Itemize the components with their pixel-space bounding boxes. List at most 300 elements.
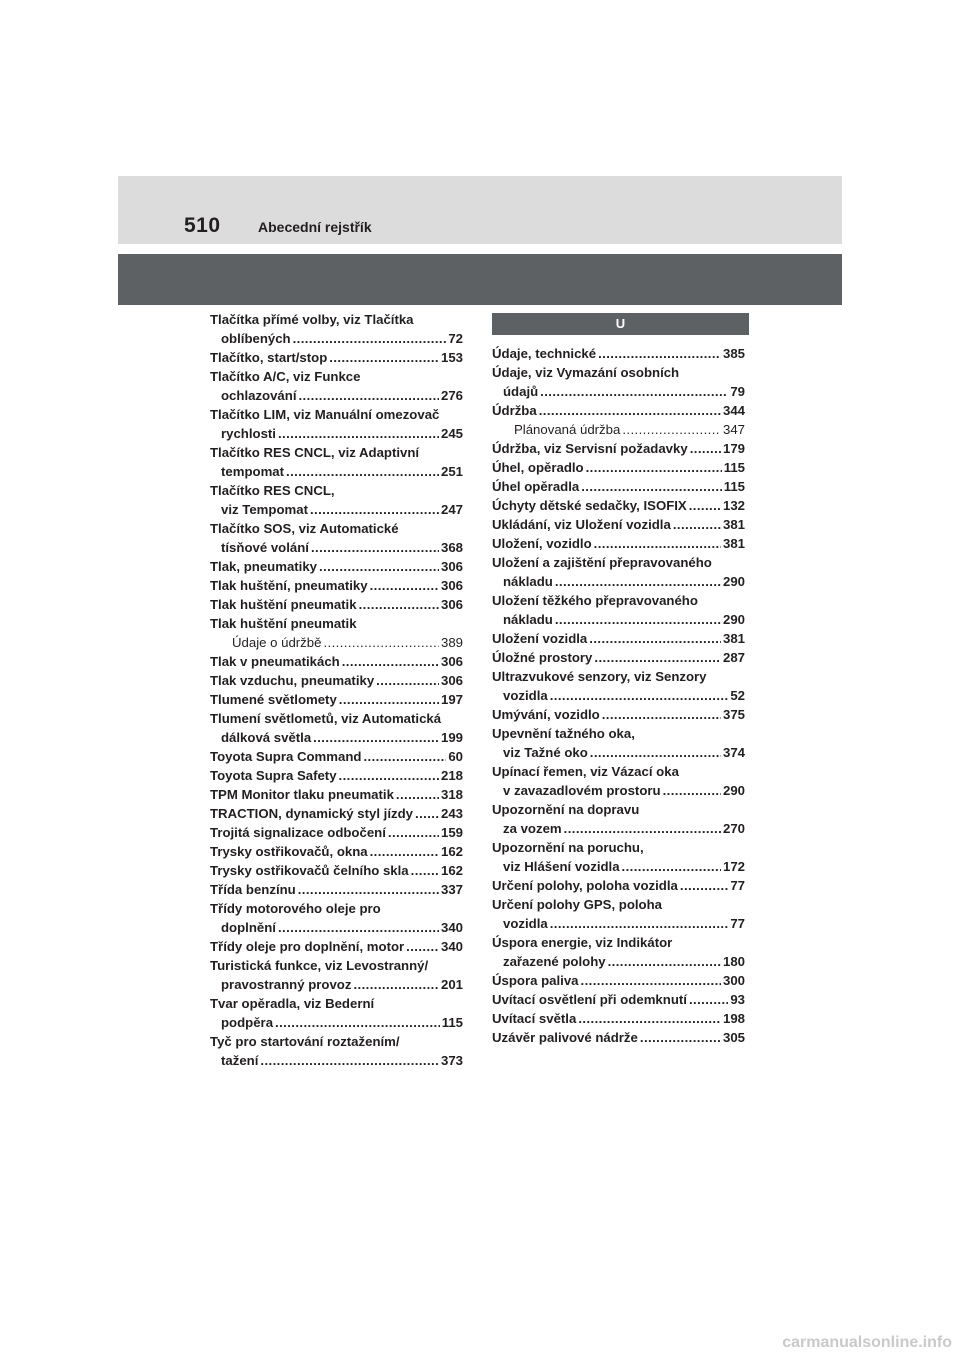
leader-dots [298,386,439,405]
entry-line [210,690,463,709]
page-ref[interactable]: 305 [722,1030,745,1045]
leader-dots [298,880,439,899]
leader-dots [608,952,721,971]
entry-text: dálková světla [221,730,312,745]
entry-line [492,515,745,534]
index-entry[interactable] [492,724,745,762]
header-band [118,176,842,244]
entry-text: Úhel opěradla [492,479,580,494]
leader-dots [411,861,439,880]
page-ref[interactable]: 306 [440,578,463,593]
entry-text: tísňové volání [221,540,309,555]
entry-line [492,534,745,553]
entry-line [210,462,463,481]
page-ref[interactable]: 115 [723,460,745,475]
index-entry[interactable] [492,477,745,496]
entry-text: Uložení, vozidlo [492,536,592,551]
page-ref[interactable]: 290 [722,574,745,589]
entry-line [492,496,745,515]
entry-line [492,363,745,382]
sub-entry-text: Údaje o údržbě [232,635,322,650]
page-ref[interactable]: 72 [448,331,463,346]
index-entry[interactable] [210,804,463,823]
entry-text: Tlumené světlomety [210,692,337,707]
leader-dots [590,743,721,762]
leader-dots [311,538,439,557]
entry-line [210,880,463,899]
entry-line [492,477,745,496]
header-dark-band [118,254,842,305]
entry-line [210,1013,463,1032]
page-ref[interactable]: 52 [730,688,745,703]
page-ref[interactable]: 381 [722,631,745,646]
index-entry[interactable] [492,591,745,629]
index-entry[interactable] [492,344,745,363]
entry-line [492,838,745,857]
page-ref[interactable]: 245 [440,426,463,441]
entry-text: vozidla [503,688,548,703]
page-ref[interactable]: 374 [722,745,745,760]
entry-text: Uložení a zajištění přepravovaného [492,555,712,570]
entry-text: Tlačítko A/C, viz Funkce [210,369,361,384]
entry-line [210,918,463,937]
index-entry[interactable] [492,496,745,515]
entry-text: Tlumení světlometů, viz Automatická [210,711,442,726]
index-entry[interactable] [210,481,463,519]
entry-text: Tlak, pneumatiky [210,559,318,574]
index-column-left [210,310,463,1070]
entry-text: Tlačítko RES CNCL, [210,483,335,498]
entry-text: Toyota Supra Safety [210,768,337,783]
entry-line [492,952,745,971]
entry-text: Tlačítka přímé volby, viz Tlačítka [210,312,414,327]
page-ref[interactable]: 306 [440,559,463,574]
entry-line [492,667,745,686]
leader-dots [415,804,439,823]
index-entry[interactable] [492,534,745,553]
entry-text: Úložné prostory [492,650,593,665]
entry-line [210,975,463,994]
page-ref[interactable]: 132 [722,498,745,513]
entry-text: Upevnění tažného oka, [492,726,635,741]
entry-text: Úhel, opěradlo [492,460,584,475]
entry-text: Trojitá signalizace odbočení [210,825,386,840]
page-ref[interactable]: 276 [440,388,463,403]
index-entry[interactable] [210,671,463,690]
leader-dots [388,823,439,842]
entry-line [210,861,463,880]
entry-line [492,686,745,705]
index-entry[interactable] [210,823,463,842]
leader-dots [594,648,721,667]
page-ref[interactable]: 344 [722,403,745,418]
sub-entry-line[interactable] [210,633,463,652]
entry-line [492,781,745,800]
entry-text: tažení [221,1053,259,1068]
leader-dots [260,1051,439,1070]
index-entry[interactable] [492,648,745,667]
index-entry[interactable] [492,401,745,439]
page-ref[interactable]: 199 [440,730,463,745]
leader-dots [278,918,439,937]
page-ref[interactable]: 159 [440,825,463,840]
leader-dots [286,462,439,481]
entry-line [210,329,463,348]
index-entry[interactable] [210,405,463,443]
index-entry[interactable] [492,895,745,933]
leader-dots [540,382,728,401]
page-number: 510 [184,214,221,237]
index-entry[interactable] [492,990,745,1009]
entry-text: Údržba [492,403,537,418]
entry-text: nákladu [503,574,553,589]
index-entry[interactable] [492,933,745,971]
entry-text: Tlak huštění pneumatik [210,597,357,612]
entry-text: Tlak huštění pneumatik [210,616,357,631]
index-entry[interactable] [492,439,745,458]
leader-dots [581,477,722,496]
entry-line [210,443,463,462]
page-ref[interactable]: 162 [440,863,463,878]
leader-dots [278,424,439,443]
page-ref[interactable]: 179 [722,441,745,456]
leader-dots [376,671,439,690]
entry-line [210,519,463,538]
index-entry[interactable] [210,766,463,785]
entry-line [210,1032,463,1051]
entry-text: Uložení vozidla [492,631,588,646]
index-entry[interactable] [210,785,463,804]
index-entry[interactable] [210,994,463,1032]
leader-dots [598,344,721,363]
page-ref[interactable]: 290 [722,612,745,627]
page-ref[interactable]: 368 [440,540,463,555]
entry-text: Určení polohy, poloha vozidla [492,878,678,893]
entry-text: údajů [503,384,539,399]
entry-line [492,857,745,876]
entry-line [210,652,463,671]
page-ref[interactable]: 79 [730,384,745,399]
entry-line [210,1051,463,1070]
page-ref[interactable]: 340 [440,920,463,935]
page-ref[interactable]: 306 [440,597,463,612]
page-ref[interactable]: 251 [440,464,463,479]
leader-dots [363,747,446,766]
entry-text: rychlosti [221,426,276,441]
entry-line [492,762,745,781]
index-entry[interactable] [210,576,463,595]
leader-dots [680,876,728,895]
entry-text: doplnění [221,920,276,935]
entry-text: viz Tempomat [221,502,308,517]
entry-line [492,743,745,762]
entry-line [492,439,745,458]
page-ref[interactable]: 381 [722,517,745,532]
entry-text: vozidla [503,916,548,931]
page-ref[interactable]: 290 [722,783,745,798]
page-ref[interactable]: 306 [440,673,463,688]
page-ref[interactable]: 337 [440,882,463,897]
letter-heading-u: U [492,313,749,335]
index-entry[interactable] [210,443,463,481]
page-ref[interactable]: 381 [722,536,745,551]
page-ref[interactable]: 93 [730,992,745,1007]
index-entry[interactable] [210,899,463,937]
index-entry[interactable] [492,876,745,895]
entry-line [210,766,463,785]
entry-line [492,344,745,363]
entry-text: pravostranný provoz [221,977,352,992]
leader-dots [578,1009,721,1028]
leader-dots [310,500,439,519]
entry-line [210,671,463,690]
entry-text: Údržba, viz Servisní požadavky [492,441,688,456]
index-entry[interactable] [210,348,463,367]
leader-dots [663,781,721,800]
page-ref[interactable]: 115 [723,479,745,494]
entry-text: Upozornění na poruchu, [492,840,644,855]
index-entry[interactable] [210,557,463,576]
page-ref[interactable]: 389 [440,635,463,650]
index-entry[interactable] [492,838,745,876]
entry-line [492,591,745,610]
index-entry[interactable] [492,515,745,534]
entry-text: Úspora paliva [492,973,579,988]
index-entry[interactable] [210,690,463,709]
entry-text: Tvar opěradla, viz Bederní [210,996,375,1011]
entry-line [492,971,745,990]
entry-line [210,747,463,766]
index-entry[interactable] [492,363,745,401]
entry-line [492,1028,745,1047]
index-entry[interactable] [210,842,463,861]
entry-text: Tlak vzduchu, pneumatiky [210,673,375,688]
entry-text: Toyota Supra Command [210,749,362,764]
index-entry[interactable] [492,971,745,990]
page-ref[interactable]: 300 [722,973,745,988]
entry-text: Úchyty dětské sedačky, ISOFIX [492,498,687,513]
index-entry[interactable] [210,1032,463,1070]
entry-text: Tlačítko, start/stop [210,350,328,365]
leader-dots [406,937,439,956]
leader-dots [550,686,729,705]
entry-text: viz Hlášení vozidla [503,859,620,874]
leader-dots [594,534,721,553]
entry-line [492,648,745,667]
leader-dots [640,1028,721,1047]
entry-text: Uvítací osvětlení při odemknutí [492,992,687,1007]
entry-line [210,614,463,633]
entry-line [210,709,463,728]
page-ref[interactable]: 287 [722,650,745,665]
index-entry[interactable] [492,553,745,591]
entry-line [492,724,745,743]
entry-line [492,629,745,648]
leader-dots [329,348,439,367]
index-column-right [492,344,745,1047]
page-ref[interactable]: 77 [730,916,745,931]
entry-text: Úspora energie, viz Indikátor [492,935,673,950]
entry-text: Určení polohy GPS, poloha [492,897,662,912]
entry-line [210,367,463,386]
entry-line [492,610,745,629]
index-entry[interactable] [210,861,463,880]
entry-text: Trysky ostřikovačů, okna [210,844,368,859]
leader-dots [689,990,728,1009]
page-ref[interactable]: 77 [730,878,745,893]
index-entry[interactable] [210,709,463,747]
entry-line [210,557,463,576]
entry-line [210,937,463,956]
index-entry[interactable] [210,519,463,557]
entry-text: Uzávěr palivové nádrže [492,1030,638,1045]
leader-dots [564,819,721,838]
entry-line [210,310,463,329]
entry-line [210,348,463,367]
page-ref[interactable]: 243 [440,806,463,821]
entry-text: Tlak v pneumatikách [210,654,340,669]
index-entry[interactable] [210,747,463,766]
leader-dots [275,1013,440,1032]
entry-line [492,990,745,1009]
entry-text: Ultrazvukové senzory, viz Senzory [492,669,707,684]
entry-text: oblíbených [221,331,291,346]
leader-dots [689,496,721,515]
entry-line [210,785,463,804]
leader-dots [353,975,439,994]
entry-line [492,876,745,895]
entry-line [492,705,745,724]
page-ref[interactable]: 247 [440,502,463,517]
entry-line [210,405,463,424]
entry-text: Uložení těžkého přepravovaného [492,593,698,608]
page-ref[interactable]: 373 [440,1053,463,1068]
index-entry[interactable] [210,310,463,348]
entry-text: Tyč pro startování roztažením/ [210,1034,400,1049]
page-ref[interactable]: 153 [440,350,463,365]
index-entry[interactable] [492,458,745,477]
page-ref[interactable]: 385 [722,346,745,361]
page-ref[interactable]: 115 [441,1015,463,1030]
entry-text: nákladu [503,612,553,627]
entry-text: Upozornění na dopravu [492,802,640,817]
page-ref[interactable]: 197 [440,692,463,707]
entry-text: Třídy motorového oleje pro [210,901,381,916]
page-ref[interactable]: 218 [440,768,463,783]
entry-text: Uvítací světla [492,1011,577,1026]
index-entry[interactable] [210,614,463,652]
entry-line [492,895,745,914]
entry-text: viz Tažné oko [503,745,588,760]
entry-line [492,553,745,572]
entry-line [210,500,463,519]
entry-line [210,424,463,443]
entry-line [492,458,745,477]
entry-line [492,382,745,401]
page-ref[interactable]: 318 [440,787,463,802]
index-entry[interactable] [210,367,463,405]
sub-entry-line[interactable] [492,420,745,439]
leader-dots [589,629,721,648]
page-ref[interactable]: 162 [440,844,463,859]
page-ref[interactable]: 201 [440,977,463,992]
page-ref[interactable]: 180 [722,954,745,969]
leader-dots [622,420,721,439]
leader-dots [539,401,721,420]
page-ref[interactable]: 270 [722,821,745,836]
index-entry[interactable] [492,629,745,648]
section-title: Abecední rejstřík [258,219,372,235]
leader-dots [342,652,439,671]
entry-line [210,823,463,842]
leader-dots [555,610,721,629]
entry-line [210,481,463,500]
leader-dots [550,914,729,933]
leader-dots [622,857,721,876]
entry-text: Tlačítko LIM, viz Manuální omezovač [210,407,440,422]
index-entry[interactable] [210,595,463,614]
entry-text: za vozem [503,821,562,836]
entry-text: podpěra [221,1015,274,1030]
entry-text: Turistická funkce, viz Levostranný/ [210,958,429,973]
leader-dots [319,557,439,576]
page-ref[interactable]: 60 [448,749,463,764]
index-entry[interactable] [210,880,463,899]
page-ref[interactable]: 347 [722,422,745,437]
entry-line [210,386,463,405]
index-entry[interactable] [210,652,463,671]
entry-text: Upínací řemen, viz Vázací oka [492,764,679,779]
page-ref[interactable]: 198 [722,1011,745,1026]
watermark-footer: carmanualsonline.info [782,1334,952,1351]
page-ref[interactable]: 375 [722,707,745,722]
entry-line [492,914,745,933]
entry-text: Ukládání, viz Uložení vozidla [492,517,671,532]
leader-dots [293,329,447,348]
entry-line [492,933,745,952]
entry-line [210,595,463,614]
index-entry[interactable] [492,667,745,705]
index-entry[interactable] [492,762,745,800]
entry-text: Umývání, vozidlo [492,707,600,722]
index-entry[interactable] [210,956,463,994]
page-ref[interactable]: 172 [722,859,745,874]
entry-text: Třída benzínu [210,882,296,897]
entry-text: tempomat [221,464,285,479]
entry-line [210,538,463,557]
page-ref[interactable]: 306 [440,654,463,669]
entry-line [492,1009,745,1028]
index-entry[interactable] [492,705,745,724]
entry-text: TPM Monitor tlaku pneumatik [210,787,394,802]
page-ref[interactable]: 340 [440,939,463,954]
entry-text: TRACTION, dynamický styl jízdy [210,806,413,821]
leader-dots [673,515,721,534]
leader-dots [339,690,439,709]
index-entry[interactable] [210,937,463,956]
entry-text: v zavazadlovém prostoru [503,783,661,798]
leader-dots [586,458,722,477]
entry-line [210,576,463,595]
leader-dots [370,842,439,861]
index-entry[interactable] [492,1009,745,1028]
entry-text: Údaje, viz Vymazání osobních [492,365,680,380]
index-entry[interactable] [492,1028,745,1047]
entry-text: Tlačítko RES CNCL, viz Adaptivní [210,445,420,460]
entry-text: ochlazování [221,388,297,403]
index-entry[interactable] [492,800,745,838]
entry-line [210,994,463,1013]
